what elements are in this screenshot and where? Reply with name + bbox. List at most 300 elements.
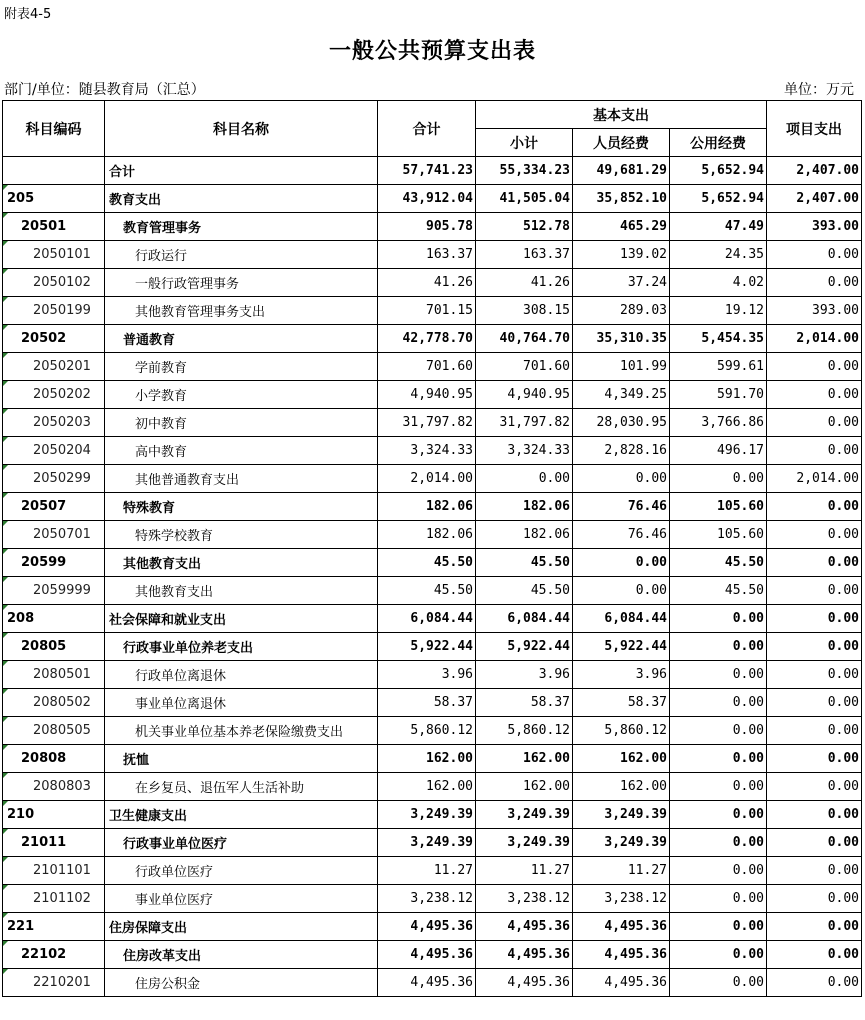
- name-cell: 住房改革支出: [105, 941, 378, 969]
- personnel-cell: 35,310.35: [573, 325, 670, 353]
- table-row: [3, 297, 862, 325]
- subtotal-cell: 162.00: [476, 773, 573, 801]
- project-cell: 0.00: [767, 521, 862, 549]
- personnel-cell: 4,495.36: [573, 941, 670, 969]
- project-cell: 0.00: [767, 409, 862, 437]
- total-cell: 4,495.36: [378, 969, 476, 997]
- subtotal-cell: 4,495.36: [476, 969, 573, 997]
- project-cell: 0.00: [767, 885, 862, 913]
- public-cell: 0.00: [670, 829, 767, 857]
- code-cell: [3, 185, 105, 213]
- public-cell: 0.00: [670, 745, 767, 773]
- table-row: [3, 745, 862, 773]
- project-cell: 2,014.00: [767, 465, 862, 493]
- name-cell: 合计: [105, 157, 378, 185]
- code-cell: [3, 745, 105, 773]
- table-row: [3, 633, 862, 661]
- public-cell: 599.61: [670, 353, 767, 381]
- cell-marker-icon: [3, 577, 8, 582]
- project-cell: 0.00: [767, 353, 862, 381]
- code-text: 20501: [21, 219, 67, 234]
- project-cell: 0.00: [767, 745, 862, 773]
- table-row: [3, 857, 862, 885]
- cell-marker-icon: [3, 661, 8, 666]
- table-row: [3, 157, 862, 185]
- project-cell: 0.00: [767, 549, 862, 577]
- code-text: 210: [7, 807, 35, 822]
- total-cell: 4,495.36: [378, 913, 476, 941]
- personnel-cell: 4,495.36: [573, 969, 670, 997]
- project-cell: 0.00: [767, 717, 862, 745]
- code-cell: [3, 409, 105, 437]
- cell-marker-icon: [3, 829, 8, 834]
- header-name: 科目名称: [105, 101, 378, 157]
- cell-marker-icon: [3, 297, 8, 302]
- subtotal-cell: 701.60: [476, 353, 573, 381]
- total-cell: 57,741.23: [378, 157, 476, 185]
- code-text: 20507: [21, 499, 67, 514]
- code-cell: [3, 885, 105, 913]
- cell-marker-icon: [3, 885, 8, 890]
- public-cell: 3,766.86: [670, 409, 767, 437]
- code-text: 20599: [21, 555, 67, 570]
- table-row: [3, 689, 862, 717]
- total-cell: 43,912.04: [378, 185, 476, 213]
- subtotal-cell: 11.27: [476, 857, 573, 885]
- public-cell: 19.12: [670, 297, 767, 325]
- unit-label: 单位：万元: [784, 82, 854, 98]
- subtotal-cell: 4,940.95: [476, 381, 573, 409]
- project-cell: 393.00: [767, 213, 862, 241]
- total-cell: 42,778.70: [378, 325, 476, 353]
- code-text: 2050204: [33, 443, 91, 458]
- subtotal-cell: 163.37: [476, 241, 573, 269]
- subtotal-cell: 58.37: [476, 689, 573, 717]
- name-cell: 高中教育: [105, 437, 378, 465]
- subtotal-cell: 162.00: [476, 745, 573, 773]
- public-cell: 45.50: [670, 577, 767, 605]
- personnel-cell: 6,084.44: [573, 605, 670, 633]
- table-row: [3, 829, 862, 857]
- personnel-cell: 35,852.10: [573, 185, 670, 213]
- personnel-cell: 4,349.25: [573, 381, 670, 409]
- name-cell: 其他教育支出: [105, 549, 378, 577]
- subtotal-cell: 5,922.44: [476, 633, 573, 661]
- cell-marker-icon: [3, 941, 8, 946]
- code-cell: [3, 661, 105, 689]
- table-row: [3, 185, 862, 213]
- code-cell: [3, 857, 105, 885]
- project-cell: 0.00: [767, 577, 862, 605]
- total-cell: 2,014.00: [378, 465, 476, 493]
- personnel-cell: 76.46: [573, 493, 670, 521]
- header-code: 科目编码: [3, 101, 105, 157]
- code-cell: [3, 801, 105, 829]
- cell-marker-icon: [3, 213, 8, 218]
- public-cell: 591.70: [670, 381, 767, 409]
- subtotal-cell: 5,860.12: [476, 717, 573, 745]
- public-cell: 4.02: [670, 269, 767, 297]
- personnel-cell: 76.46: [573, 521, 670, 549]
- code-cell: [3, 549, 105, 577]
- public-cell: 0.00: [670, 773, 767, 801]
- code-cell: [3, 157, 105, 185]
- public-cell: 24.35: [670, 241, 767, 269]
- total-cell: 3,324.33: [378, 437, 476, 465]
- code-cell: [3, 325, 105, 353]
- code-cell: [3, 213, 105, 241]
- header-total: 合计: [378, 101, 476, 157]
- code-cell: [3, 829, 105, 857]
- project-cell: 2,014.00: [767, 325, 862, 353]
- public-cell: 5,454.35: [670, 325, 767, 353]
- code-cell: [3, 297, 105, 325]
- subtotal-cell: 6,084.44: [476, 605, 573, 633]
- name-cell: 在乡复员、退伍军人生活补助: [105, 773, 378, 801]
- department-label: 部门/单位：随县教育局（汇总）: [4, 82, 205, 98]
- total-cell: 182.06: [378, 493, 476, 521]
- subtotal-cell: 3,238.12: [476, 885, 573, 913]
- total-cell: 11.27: [378, 857, 476, 885]
- name-cell: 小学教育: [105, 381, 378, 409]
- code-text: 2050203: [33, 415, 91, 430]
- project-cell: 0.00: [767, 241, 862, 269]
- total-cell: 45.50: [378, 549, 476, 577]
- subtotal-cell: 55,334.23: [476, 157, 573, 185]
- name-cell: 其他普通教育支出: [105, 465, 378, 493]
- header-public: 公用经费: [670, 129, 767, 157]
- public-cell: 0.00: [670, 661, 767, 689]
- project-cell: 0.00: [767, 801, 862, 829]
- cell-marker-icon: [3, 745, 8, 750]
- name-cell: 教育管理事务: [105, 213, 378, 241]
- personnel-cell: 0.00: [573, 465, 670, 493]
- annex-label: 附表4-5: [4, 7, 52, 22]
- public-cell: 496.17: [670, 437, 767, 465]
- table-row: [3, 465, 862, 493]
- public-cell: 45.50: [670, 549, 767, 577]
- code-cell: [3, 941, 105, 969]
- subtotal-cell: 3.96: [476, 661, 573, 689]
- table-row: [3, 241, 862, 269]
- name-cell: 初中教育: [105, 409, 378, 437]
- subtotal-cell: 182.06: [476, 521, 573, 549]
- project-cell: 0.00: [767, 381, 862, 409]
- cell-marker-icon: [3, 717, 8, 722]
- subtotal-cell: 4,495.36: [476, 913, 573, 941]
- project-cell: 0.00: [767, 969, 862, 997]
- personnel-cell: 0.00: [573, 549, 670, 577]
- code-text: 2050101: [33, 247, 91, 262]
- public-cell: 0.00: [670, 857, 767, 885]
- table-row: [3, 913, 862, 941]
- name-cell: 普通教育: [105, 325, 378, 353]
- table-row: [3, 577, 862, 605]
- subtotal-cell: 41.26: [476, 269, 573, 297]
- code-text: 2050102: [33, 275, 91, 290]
- name-cell: 行政事业单位医疗: [105, 829, 378, 857]
- budget-table: [2, 100, 862, 997]
- total-cell: 162.00: [378, 773, 476, 801]
- header-subtotal: 小计: [476, 129, 573, 157]
- total-cell: 3,249.39: [378, 801, 476, 829]
- table-row: [3, 409, 862, 437]
- code-text: 22102: [21, 947, 67, 962]
- public-cell: 0.00: [670, 689, 767, 717]
- personnel-cell: 465.29: [573, 213, 670, 241]
- table-row: [3, 661, 862, 689]
- cell-marker-icon: [3, 801, 8, 806]
- name-cell: 住房公积金: [105, 969, 378, 997]
- personnel-cell: 58.37: [573, 689, 670, 717]
- project-cell: 0.00: [767, 689, 862, 717]
- code-text: 2050201: [33, 359, 91, 374]
- personnel-cell: 289.03: [573, 297, 670, 325]
- name-cell: 行政单位离退休: [105, 661, 378, 689]
- code-text: 2080501: [33, 667, 91, 682]
- name-cell: 事业单位离退休: [105, 689, 378, 717]
- code-text: 20805: [21, 639, 67, 654]
- personnel-cell: 162.00: [573, 773, 670, 801]
- subtotal-cell: 0.00: [476, 465, 573, 493]
- table-row: [3, 381, 862, 409]
- header-project: 项目支出: [767, 101, 862, 157]
- personnel-cell: 49,681.29: [573, 157, 670, 185]
- project-cell: 0.00: [767, 493, 862, 521]
- public-cell: 0.00: [670, 633, 767, 661]
- public-cell: 105.60: [670, 493, 767, 521]
- project-cell: 0.00: [767, 661, 862, 689]
- total-cell: 4,940.95: [378, 381, 476, 409]
- subtotal-cell: 40,764.70: [476, 325, 573, 353]
- code-text: 2050202: [33, 387, 91, 402]
- cell-marker-icon: [3, 409, 8, 414]
- project-cell: 0.00: [767, 857, 862, 885]
- public-cell: 47.49: [670, 213, 767, 241]
- table-row: [3, 269, 862, 297]
- subtotal-cell: 182.06: [476, 493, 573, 521]
- public-cell: 5,652.94: [670, 185, 767, 213]
- personnel-cell: 4,495.36: [573, 913, 670, 941]
- public-cell: 5,652.94: [670, 157, 767, 185]
- name-cell: 卫生健康支出: [105, 801, 378, 829]
- project-cell: 0.00: [767, 913, 862, 941]
- project-cell: 0.00: [767, 773, 862, 801]
- personnel-cell: 5,922.44: [573, 633, 670, 661]
- name-cell: 其他教育支出: [105, 577, 378, 605]
- total-cell: 31,797.82: [378, 409, 476, 437]
- code-text: 21011: [21, 835, 67, 850]
- total-cell: 5,922.44: [378, 633, 476, 661]
- total-cell: 163.37: [378, 241, 476, 269]
- table-row: [3, 717, 862, 745]
- name-cell: 其他教育管理事务支出: [105, 297, 378, 325]
- table-row: [3, 437, 862, 465]
- code-cell: [3, 913, 105, 941]
- header-basic: 基本支出: [476, 101, 767, 129]
- cell-marker-icon: [3, 913, 8, 918]
- subtotal-cell: 41,505.04: [476, 185, 573, 213]
- name-cell: 特殊学校教育: [105, 521, 378, 549]
- table-row: [3, 941, 862, 969]
- table-row: [3, 353, 862, 381]
- name-cell: 特殊教育: [105, 493, 378, 521]
- name-cell: 住房保障支出: [105, 913, 378, 941]
- public-cell: 0.00: [670, 605, 767, 633]
- name-cell: 一般行政管理事务: [105, 269, 378, 297]
- cell-marker-icon: [3, 185, 8, 190]
- project-cell: 0.00: [767, 269, 862, 297]
- total-cell: 905.78: [378, 213, 476, 241]
- code-text: 2080502: [33, 695, 91, 710]
- cell-marker-icon: [3, 465, 8, 470]
- personnel-cell: 3,238.12: [573, 885, 670, 913]
- code-text: 2101101: [33, 863, 91, 878]
- project-cell: 2,407.00: [767, 157, 862, 185]
- table-row: [3, 969, 862, 997]
- table-row: [3, 521, 862, 549]
- personnel-cell: 3.96: [573, 661, 670, 689]
- cell-marker-icon: [3, 549, 8, 554]
- table-row: [3, 213, 862, 241]
- subtotal-cell: 512.78: [476, 213, 573, 241]
- personnel-cell: 2,828.16: [573, 437, 670, 465]
- code-cell: [3, 465, 105, 493]
- personnel-cell: 37.24: [573, 269, 670, 297]
- table-row: [3, 493, 862, 521]
- code-text: 2050701: [33, 527, 91, 542]
- cell-marker-icon: [3, 269, 8, 274]
- code-cell: [3, 577, 105, 605]
- name-cell: 行政事业单位养老支出: [105, 633, 378, 661]
- project-cell: 0.00: [767, 941, 862, 969]
- cell-marker-icon: [3, 381, 8, 386]
- code-text: 221: [7, 919, 35, 934]
- name-cell: 社会保障和就业支出: [105, 605, 378, 633]
- table-row: [3, 773, 862, 801]
- code-cell: [3, 241, 105, 269]
- name-cell: 行政运行: [105, 241, 378, 269]
- cell-marker-icon: [3, 605, 8, 610]
- personnel-cell: 28,030.95: [573, 409, 670, 437]
- code-cell: [3, 521, 105, 549]
- table-body: [3, 157, 862, 997]
- project-cell: 0.00: [767, 605, 862, 633]
- table-row: [3, 325, 862, 353]
- public-cell: 0.00: [670, 717, 767, 745]
- code-cell: [3, 605, 105, 633]
- total-cell: 3.96: [378, 661, 476, 689]
- project-cell: 0.00: [767, 633, 862, 661]
- cell-marker-icon: [3, 241, 8, 246]
- code-text: 205: [7, 191, 35, 206]
- header-personnel: 人员经费: [573, 129, 670, 157]
- personnel-cell: 162.00: [573, 745, 670, 773]
- name-cell: 抚恤: [105, 745, 378, 773]
- code-text: 20502: [21, 331, 67, 346]
- name-cell: 行政单位医疗: [105, 857, 378, 885]
- subtotal-cell: 3,324.33: [476, 437, 573, 465]
- public-cell: 0.00: [670, 941, 767, 969]
- code-cell: [3, 269, 105, 297]
- code-cell: [3, 969, 105, 997]
- code-cell: [3, 689, 105, 717]
- cell-marker-icon: [3, 325, 8, 330]
- code-text: 2050199: [33, 303, 91, 318]
- cell-marker-icon: [3, 773, 8, 778]
- cell-marker-icon: [3, 437, 8, 442]
- cell-marker-icon: [3, 969, 8, 974]
- page-title: 一般公共预算支出表: [328, 38, 536, 64]
- personnel-cell: 3,249.39: [573, 801, 670, 829]
- subtotal-cell: 3,249.39: [476, 829, 573, 857]
- table-row: [3, 885, 862, 913]
- total-cell: 701.60: [378, 353, 476, 381]
- personnel-cell: 0.00: [573, 577, 670, 605]
- code-text: 2101102: [33, 891, 91, 906]
- subtotal-cell: 4,495.36: [476, 941, 573, 969]
- code-text: 2050299: [33, 471, 91, 486]
- subtotal-cell: 31,797.82: [476, 409, 573, 437]
- total-cell: 4,495.36: [378, 941, 476, 969]
- code-text: 20808: [21, 751, 67, 766]
- cell-marker-icon: [3, 857, 8, 862]
- code-cell: [3, 353, 105, 381]
- subtotal-cell: 308.15: [476, 297, 573, 325]
- project-cell: 2,407.00: [767, 185, 862, 213]
- personnel-cell: 139.02: [573, 241, 670, 269]
- subtotal-cell: 3,249.39: [476, 801, 573, 829]
- personnel-cell: 11.27: [573, 857, 670, 885]
- name-cell: 机关事业单位基本养老保险缴费支出: [105, 717, 378, 745]
- code-text: 2080505: [33, 723, 91, 738]
- total-cell: 45.50: [378, 577, 476, 605]
- table-row: [3, 549, 862, 577]
- code-cell: [3, 717, 105, 745]
- code-text: 2059999: [33, 583, 91, 598]
- total-cell: 182.06: [378, 521, 476, 549]
- code-text: 2210201: [33, 975, 91, 990]
- personnel-cell: 5,860.12: [573, 717, 670, 745]
- public-cell: 105.60: [670, 521, 767, 549]
- cell-marker-icon: [3, 689, 8, 694]
- table-row: [3, 605, 862, 633]
- total-cell: 6,084.44: [378, 605, 476, 633]
- code-cell: [3, 381, 105, 409]
- public-cell: 0.00: [670, 969, 767, 997]
- personnel-cell: 3,249.39: [573, 829, 670, 857]
- project-cell: 0.00: [767, 829, 862, 857]
- code-cell: [3, 773, 105, 801]
- cell-marker-icon: [3, 493, 8, 498]
- total-cell: 3,238.12: [378, 885, 476, 913]
- subtotal-cell: 45.50: [476, 549, 573, 577]
- name-cell: 教育支出: [105, 185, 378, 213]
- code-cell: [3, 437, 105, 465]
- project-cell: 0.00: [767, 437, 862, 465]
- name-cell: 事业单位医疗: [105, 885, 378, 913]
- personnel-cell: 101.99: [573, 353, 670, 381]
- name-cell: 学前教育: [105, 353, 378, 381]
- project-cell: 393.00: [767, 297, 862, 325]
- public-cell: 0.00: [670, 885, 767, 913]
- cell-marker-icon: [3, 353, 8, 358]
- table-row: [3, 801, 862, 829]
- total-cell: 41.26: [378, 269, 476, 297]
- total-cell: 58.37: [378, 689, 476, 717]
- subtotal-cell: 45.50: [476, 577, 573, 605]
- total-cell: 701.15: [378, 297, 476, 325]
